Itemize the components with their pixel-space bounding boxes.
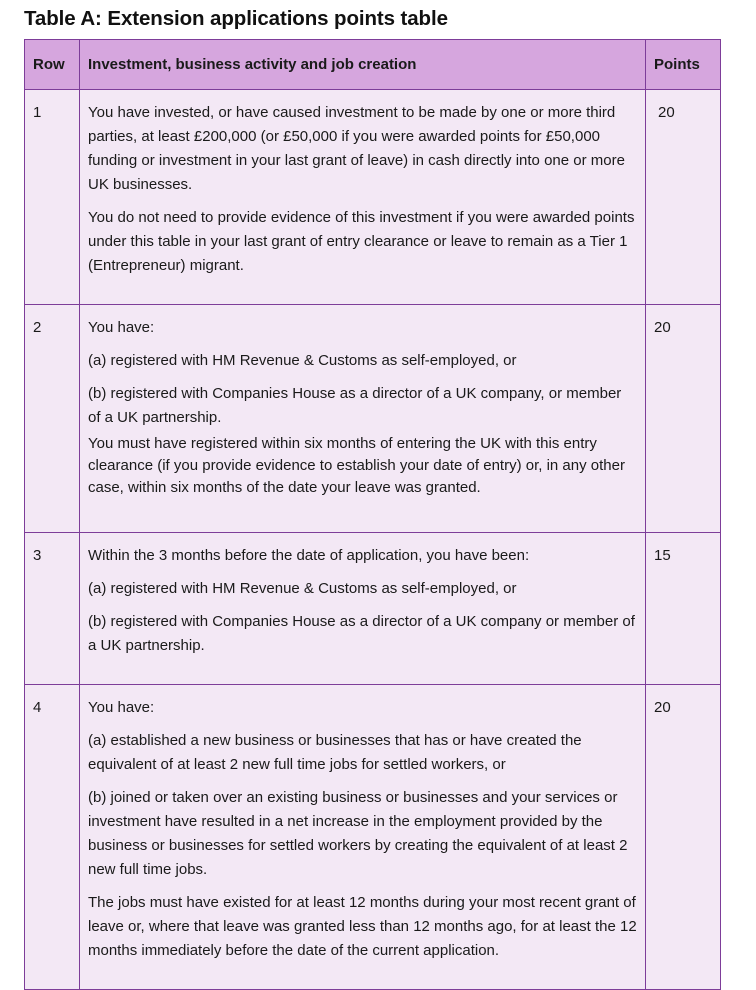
row-number: 1 [25,90,80,305]
row-points-value: 20 [658,104,675,121]
row-paragraph: You have: [88,699,155,716]
row-paragraph: You have invested, or have caused investment to be made by one or more third parties, at least £200,000 (or £50,000 if you were awarded points for £50,000 funding or investment in your last grant of leave) in cash directly into one or more UK businesses. [88,104,625,193]
row-points: 15 [646,533,721,685]
row-paragraph: (b) registered with Companies House as a director of a UK company, or member of a UK partnership. [88,385,622,426]
row-description [80,90,646,305]
row-number: 3 [25,533,80,685]
row-description [80,305,646,533]
row-number: 2 [25,305,80,533]
header-description: Investment, business activity and job creation [80,40,646,90]
header-row: Row [25,40,80,90]
row-number: 4 [25,685,80,990]
row-paragraph: (b) joined or taken over an existing business or businesses and your services or investment have resulted in a net increase in the employment provided by the business or businesses for settled workers by creating the equivalent of at least 2 new full time jobs. [88,789,628,878]
row-description [80,533,646,685]
row-paragraph: (b) registered with Companies House as a director of a UK company or member of a UK partnership. [88,613,635,654]
row-paragraph: The jobs must have existed for at least 12 months during your most recent grant of leave or, where that leave was granted less than 12 months ago, for at least the 12 months immediately before the date of the current application. [88,894,637,959]
row-paragraph: You have: [88,319,155,336]
row-paragraph: (a) registered with HM Revenue & Customs as self-employed, or [88,352,517,369]
table-row [25,305,721,533]
table-row [25,685,721,990]
table-row [25,533,721,685]
table-row [25,90,721,305]
table-header-row [25,40,721,90]
row-paragraph: Within the 3 months before the date of application, you have been: [88,547,530,564]
row-paragraph: (a) registered with HM Revenue & Customs as self-employed, or [88,580,517,597]
points-table [24,39,721,990]
table-title: Table A: Extension applications points table [24,7,448,30]
row-points: 20 [646,685,721,990]
row-paragraph: (a) established a new business or businesses that has or have created the equivalent of at least 2 new full time jobs for settled workers, or [88,732,582,773]
row-paragraph: You must have registered within six months of entering the UK with this entry clearance (if you provide evidence to establish your date of entry) or, in any other case, within six months of the date your leave was granted. [88,435,625,496]
header-points: Points [646,40,721,90]
row-points: 20 [646,305,721,533]
row-description [80,685,646,990]
row-points [646,90,721,305]
row-paragraph: You do not need to provide evidence of this investment if you were awarded points under this table in your last grant of entry clearance or leave to remain as a Tier 1 (Entrepreneur) migrant. [88,209,635,274]
